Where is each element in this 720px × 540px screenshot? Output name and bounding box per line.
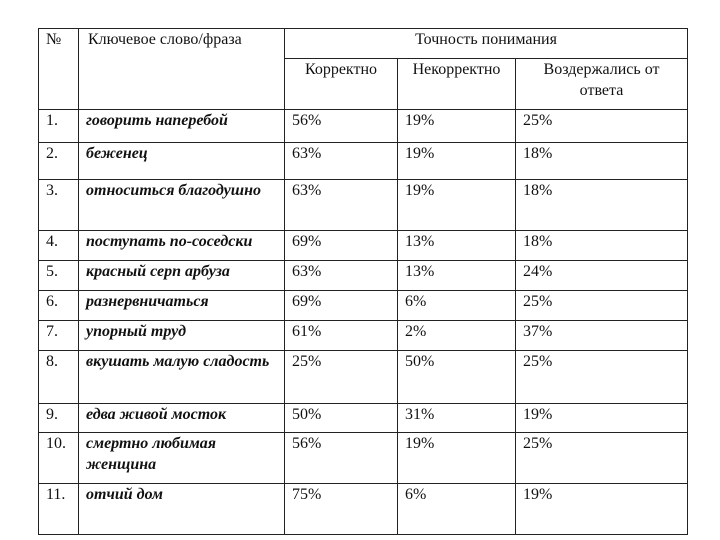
- header-accuracy: Точность понимания: [285, 29, 688, 59]
- row-correct: 75%: [285, 484, 398, 535]
- row-abstained: 19%: [516, 484, 688, 535]
- row-incorrect: 6%: [398, 291, 516, 321]
- table-row: [39, 231, 688, 261]
- row-phrase: отчий дом: [79, 484, 285, 535]
- row-incorrect: 19%: [398, 433, 516, 484]
- row-number: 8.: [39, 351, 79, 404]
- row-correct: 25%: [285, 351, 398, 404]
- row-phrase: едва живой мосток: [79, 404, 285, 433]
- row-abstained: 19%: [516, 404, 688, 433]
- row-abstained: 37%: [516, 321, 688, 351]
- row-correct: 50%: [285, 404, 398, 433]
- row-incorrect: 13%: [398, 261, 516, 291]
- table-row: [39, 351, 688, 404]
- row-number: 7.: [39, 321, 79, 351]
- row-number: 11.: [39, 484, 79, 535]
- row-phrase: говорить наперебой: [79, 110, 285, 143]
- row-incorrect: 13%: [398, 231, 516, 261]
- table-row: [39, 143, 688, 180]
- comprehension-table: [38, 28, 688, 535]
- row-incorrect: 19%: [398, 110, 516, 143]
- table-row: [39, 291, 688, 321]
- row-incorrect: 6%: [398, 484, 516, 535]
- row-incorrect: 2%: [398, 321, 516, 351]
- row-correct: 56%: [285, 433, 398, 484]
- row-correct: 69%: [285, 231, 398, 261]
- table-row: [39, 404, 688, 433]
- header-abstained: Воздержались от ответа: [516, 59, 688, 110]
- row-number: 2.: [39, 143, 79, 180]
- row-phrase: красный серп арбуза: [79, 261, 285, 291]
- row-abstained: 25%: [516, 351, 688, 404]
- row-phrase: вкушать малую сладость: [79, 351, 285, 404]
- table-row: [39, 110, 688, 143]
- row-abstained: 18%: [516, 143, 688, 180]
- row-abstained: 18%: [516, 180, 688, 231]
- row-number: 6.: [39, 291, 79, 321]
- row-incorrect: 50%: [398, 351, 516, 404]
- row-incorrect: 19%: [398, 143, 516, 180]
- row-abstained: 25%: [516, 110, 688, 143]
- row-number: 4.: [39, 231, 79, 261]
- row-number: 5.: [39, 261, 79, 291]
- table-row: [39, 321, 688, 351]
- header-keyword: Ключевое слово/фраза: [79, 29, 285, 110]
- table-header-row: [39, 29, 688, 59]
- row-incorrect: 19%: [398, 180, 516, 231]
- row-number: 9.: [39, 404, 79, 433]
- row-number: 3.: [39, 180, 79, 231]
- row-correct: 63%: [285, 180, 398, 231]
- table-row: [39, 433, 688, 484]
- row-phrase: разнервничаться: [79, 291, 285, 321]
- row-abstained: 18%: [516, 231, 688, 261]
- row-number: 1.: [39, 110, 79, 143]
- header-correct: Корректно: [285, 59, 398, 110]
- table-row: [39, 261, 688, 291]
- header-number: №: [39, 29, 79, 110]
- row-phrase: смертно любимая женщина: [79, 433, 285, 484]
- row-incorrect: 31%: [398, 404, 516, 433]
- row-phrase: беженец: [79, 143, 285, 180]
- table-row: [39, 180, 688, 231]
- header-incorrect: Некорректно: [398, 59, 516, 110]
- row-abstained: 24%: [516, 261, 688, 291]
- row-phrase: поступать по-соседски: [79, 231, 285, 261]
- row-phrase: упорный труд: [79, 321, 285, 351]
- row-number: 10.: [39, 433, 79, 484]
- row-abstained: 25%: [516, 433, 688, 484]
- row-correct: 63%: [285, 261, 398, 291]
- row-abstained: 25%: [516, 291, 688, 321]
- row-correct: 56%: [285, 110, 398, 143]
- table-row: [39, 484, 688, 535]
- row-correct: 63%: [285, 143, 398, 180]
- row-correct: 69%: [285, 291, 398, 321]
- row-correct: 61%: [285, 321, 398, 351]
- row-phrase: относиться благодушно: [79, 180, 285, 231]
